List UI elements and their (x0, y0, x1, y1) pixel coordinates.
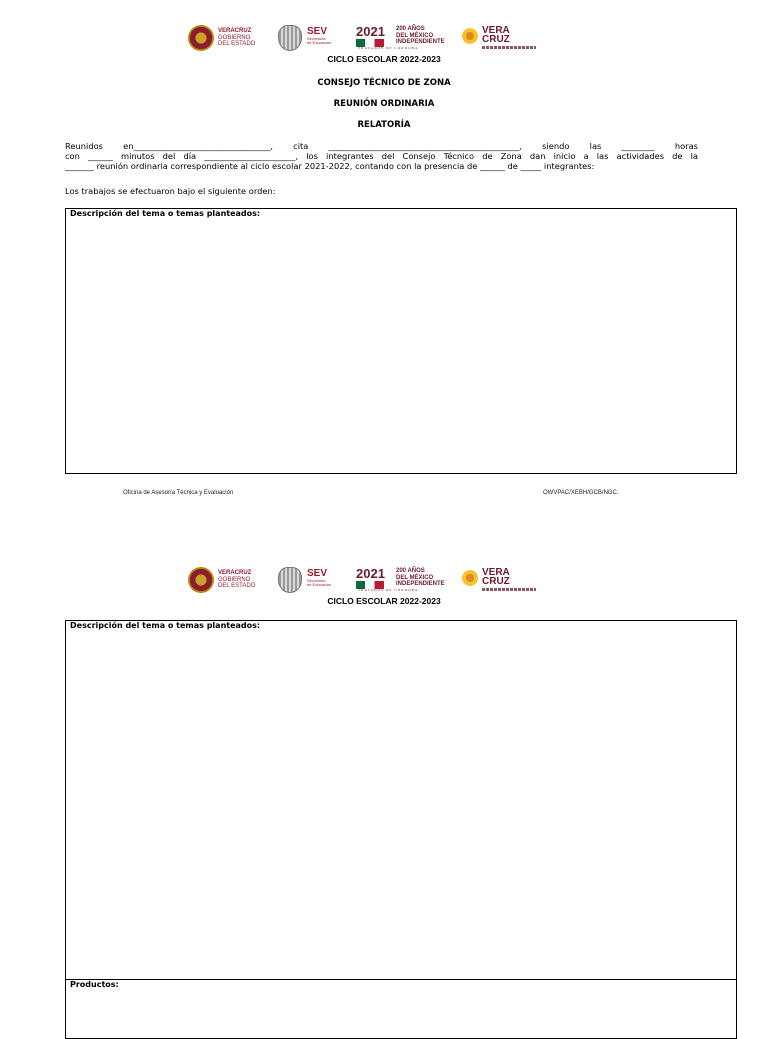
sev-logo: SEV Secretaría de Educación (307, 26, 332, 45)
tratados-tagline: TRATADOS DE CÓRDOBA (358, 588, 419, 592)
bicentenario-text: 200 AÑOS DEL MÉXICO INDEPENDIENTE (396, 568, 445, 587)
bicentenario-logo: 2021 (356, 567, 385, 595)
productos-box[interactable] (65, 979, 737, 1039)
veracruz-gobierno-logo: VERACRUZ GOBIERNO DEL ESTADO (218, 28, 256, 47)
bicentenario-text: 200 AÑOS DEL MÉXICO INDEPENDIENTE (396, 26, 445, 45)
veracruz-brand-logo: VERA CRUZ (482, 26, 536, 54)
description-box-page1[interactable] (65, 208, 737, 474)
productos-label: Productos: (70, 980, 119, 989)
bicentenario-logo: 2021 (356, 25, 385, 53)
tratados-tagline: TRATADOS DE CÓRDOBA (358, 46, 419, 50)
veracruz-seal-icon (188, 567, 214, 593)
ciclo-escolar-page2: CICLO ESCOLAR 2022-2023 (327, 596, 441, 606)
orden-text: Los trabajos se efectuaron bajo el siguiente orden: (65, 186, 276, 196)
description-box-page2[interactable] (65, 620, 737, 980)
veracruz-brand-tagline (482, 588, 536, 591)
description-label: Descripción del tema o temas planteados: (70, 621, 261, 630)
sev-logo: SEV Secretaría de Educación (307, 568, 332, 587)
veracruz-seal-icon (188, 25, 214, 51)
footer-code: OWVPAC/XEBH/GCB/NGC. (543, 490, 619, 496)
document-subtitle: REUNIÓN ORDINARIA (333, 99, 435, 109)
sev-seal-icon (278, 567, 302, 593)
veracruz-star-icon (462, 28, 478, 44)
header-logos-page1 (186, 24, 526, 52)
ciclo-escolar-page1: CICLO ESCOLAR 2022-2023 (327, 54, 441, 64)
footer-office: Oficina de Asesoría Técnica y Evaluación (123, 490, 234, 496)
veracruz-star-icon (462, 570, 478, 586)
intro-paragraph (65, 141, 698, 171)
section-title: RELATORÍA (357, 120, 411, 130)
intro-line-1: Reunidos en_________________________________, cita ______________________________________________, siendo las ________ horas (65, 141, 698, 151)
intro-line-2: con ______ minutos del día ______________________, los integrantes del Consejo Técnico de Zona dan inicio a las actividades de la (65, 151, 698, 161)
document-title: CONSEJO TÉCNICO DE ZONA (317, 78, 451, 88)
description-label: Descripción del tema o temas planteados: (70, 209, 261, 218)
sev-seal-icon (278, 25, 302, 51)
intro-line-3: _______ reunión ordinaria correspondiente al ciclo escolar 2021-2022, contando con la presencia de ______ de _____ integrantes: (65, 161, 595, 171)
veracruz-gobierno-logo: VERACRUZ GOBIERNO DEL ESTADO (218, 570, 256, 589)
header-logos-page2 (186, 566, 526, 594)
veracruz-brand-logo: VERA CRUZ (482, 568, 536, 596)
veracruz-brand-tagline (482, 46, 536, 49)
